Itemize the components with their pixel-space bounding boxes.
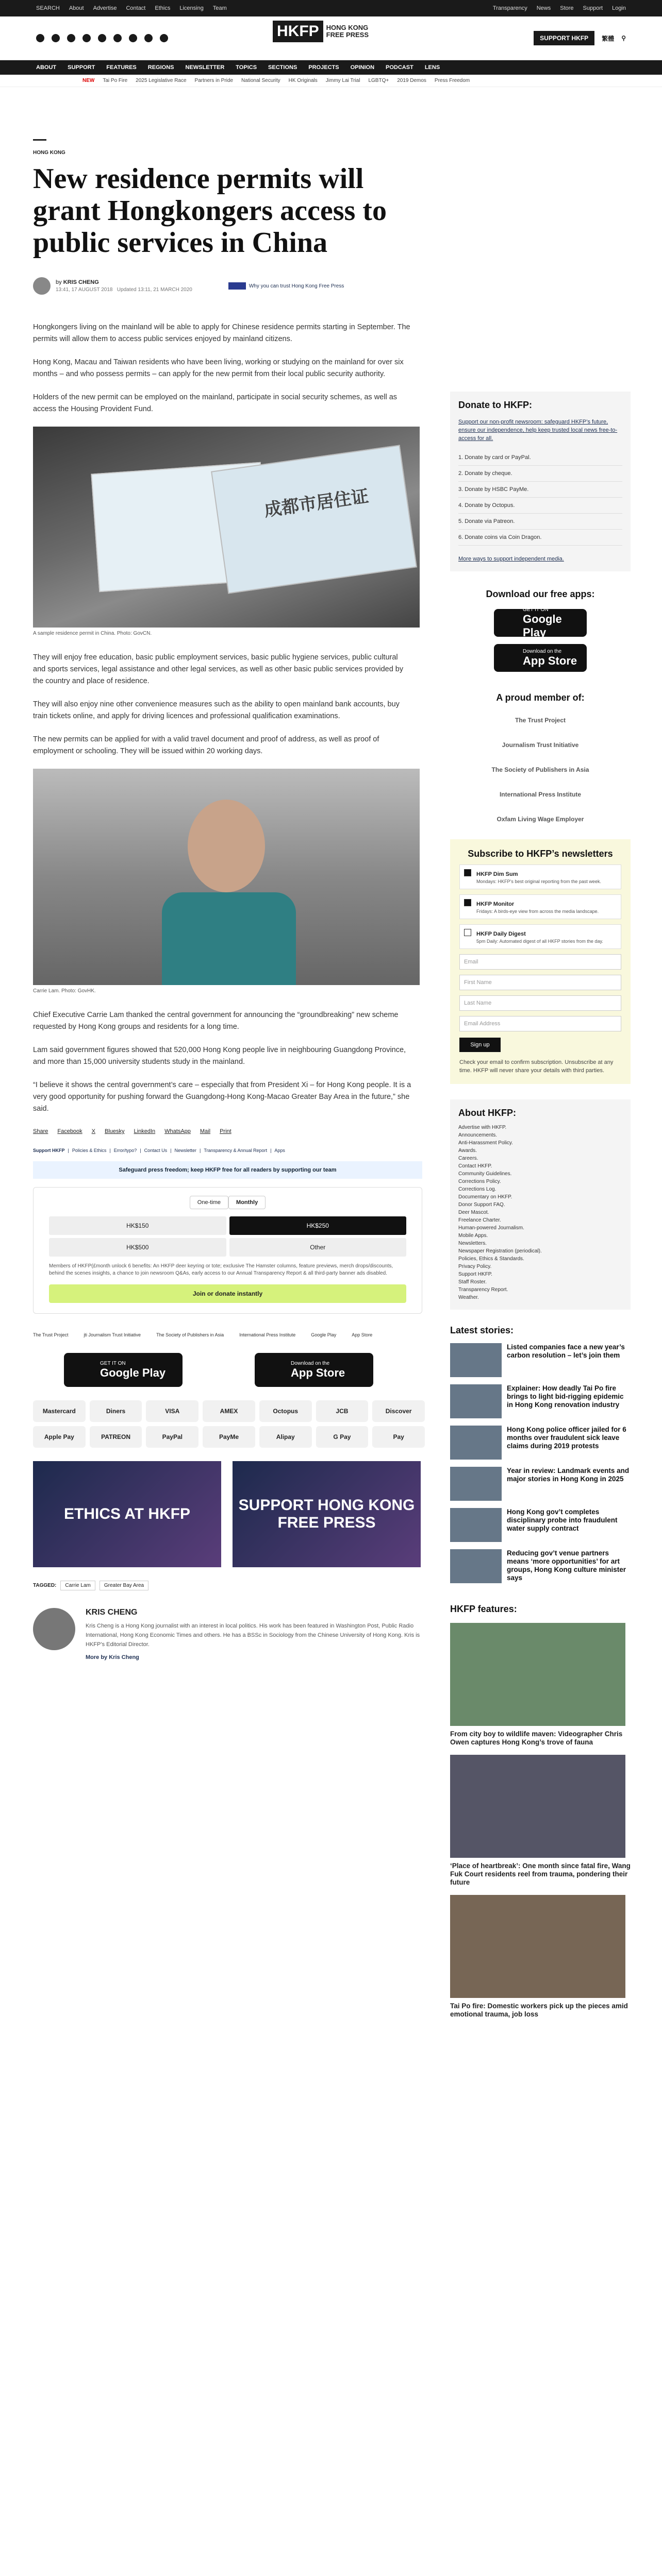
- tag[interactable]: Greater Bay Area: [100, 1581, 148, 1590]
- telegram-icon[interactable]: [160, 34, 168, 42]
- amex-icon: AMEX: [203, 1400, 255, 1422]
- byline: [33, 277, 422, 295]
- email-field[interactable]: Email: [459, 954, 621, 970]
- about-link[interactable]: Mobile Apps.: [458, 1233, 488, 1239]
- about-link[interactable]: Announcements.: [458, 1132, 498, 1138]
- story-item[interactable]: [450, 1426, 631, 1460]
- donate-text[interactable]: Support our non-profit newsroom: safeguard HKFP’s future, ensure our independence, help keep trusted local news free-to-access for all.: [458, 419, 618, 442]
- logo-name-line1: HONG KONG: [326, 24, 369, 31]
- member-title: A proud member of:: [496, 692, 585, 703]
- about-link[interactable]: Community Guidelines.: [458, 1171, 512, 1177]
- x-icon[interactable]: [52, 34, 60, 42]
- youtube-icon[interactable]: [82, 34, 91, 42]
- jcb-icon: JCB: [316, 1400, 369, 1422]
- share-facebook[interactable]: Facebook: [57, 1128, 82, 1134]
- share-label[interactable]: Share: [33, 1128, 48, 1134]
- sidebar: [450, 392, 631, 2019]
- sidebar-app-badges: [450, 606, 631, 672]
- story-item[interactable]: [450, 1384, 631, 1418]
- join-button[interactable]: Join or donate instantly: [49, 1284, 406, 1303]
- topbar-link[interactable]: Advertise: [93, 5, 117, 11]
- newsletter-option[interactable]: [459, 924, 621, 949]
- trending-link[interactable]: 2019 Demos: [397, 78, 426, 83]
- ethics-banner[interactable]: ETHICS AT HKFP: [33, 1461, 221, 1567]
- more-ways-link[interactable]: More ways to support independent media.: [458, 556, 564, 562]
- article: [33, 139, 422, 1660]
- permit-card-front: [211, 445, 417, 594]
- apple-pay-icon: Apple Pay: [33, 1426, 86, 1448]
- amount-option[interactable]: Other: [229, 1238, 407, 1257]
- paragraph: Chief Executive Carrie Lam thanked the central government for announcing the “groundbreaking” new scheme requested by Hong Kong groups and residents for a long time.: [33, 1011, 399, 1031]
- about-link[interactable]: Deer Mascot.: [458, 1210, 489, 1215]
- about-link[interactable]: Newspaper Registration (periodical).: [458, 1248, 542, 1254]
- paragraph: Hong Kong, Macau and Taiwan residents who have been living, working or studying on the mainland for over six months – and who possess permits – can apply for the new permit from their local public security authority.: [33, 358, 404, 378]
- about-link[interactable]: Donor Support FAQ.: [458, 1202, 505, 1208]
- amount-options: [49, 1216, 406, 1257]
- topbar-link[interactable]: Store: [560, 5, 574, 11]
- spa-logo[interactable]: The Society of Publishers in Asia: [156, 1332, 224, 1337]
- trending-link[interactable]: Jimmy Lai Trial: [325, 78, 360, 83]
- newsletter-signup: [450, 839, 631, 1084]
- share-linkedin[interactable]: LinkedIn: [134, 1128, 156, 1134]
- newsletter-name: HKFP Daily Digest: [476, 931, 526, 937]
- about-link[interactable]: Weather.: [458, 1295, 479, 1300]
- permit-card-text: 成都市居住证: [262, 486, 370, 521]
- donate-option[interactable]: 5. Donate via Patreon.: [458, 514, 622, 530]
- story-item[interactable]: [450, 1508, 631, 1542]
- photo-caption: Carrie Lam. Photo: GovHK.: [33, 988, 96, 994]
- about-link[interactable]: Awards.: [458, 1148, 477, 1154]
- jti-logo[interactable]: jti Journalism Trust Initiative: [84, 1332, 141, 1337]
- support-banner-image[interactable]: SUPPORT HONG KONG FREE PRESS: [233, 1461, 421, 1567]
- article-category[interactable]: HONG KONG: [33, 150, 65, 156]
- nav-item[interactable]: LENS: [424, 64, 440, 71]
- article-title: New residence permits will grant Hongkongers access to public services in China: [33, 163, 387, 259]
- paragraph: They will also enjoy nine other convenience measures such as the ability to open mainland bank accounts, buy train tickets online, and apply for driving licences and professional qualification examinations.: [33, 700, 400, 720]
- author-name[interactable]: KRIS CHENG: [86, 1608, 138, 1617]
- linkedin-icon[interactable]: [98, 34, 106, 42]
- donate-option[interactable]: 3. Donate by HSBC PayMe.: [458, 482, 622, 498]
- newsletter-desc: Fridays: A birds-eye view from across the media landscape.: [476, 909, 599, 914]
- feature-image[interactable]: [450, 1623, 625, 1726]
- nav-item[interactable]: PODCAST: [386, 64, 413, 71]
- paragraph: “I believe it shows the central government’s care – especially that from President Xi – for Hong Kong people. It is a very good opportunity for pushing forward the Guangdong-Hong Kong-Macao Greater Bay Area in the future,” she said.: [33, 1081, 411, 1113]
- story-thumbnail: [450, 1549, 502, 1583]
- apps-title: Download our free apps:: [486, 589, 595, 599]
- about-link[interactable]: Policies, Ethics & Standards.: [458, 1256, 524, 1262]
- google-play-button[interactable]: [494, 606, 587, 639]
- paragraph: Holders of the new permit can be employed on the mainland, participate in social security schemes, as well as access the Housing Provident Fund.: [33, 393, 398, 413]
- author-box: [33, 1608, 422, 1660]
- footer-link[interactable]: Transparency & Annual Report: [204, 1148, 268, 1153]
- donate-option[interactable]: 6. Donate coins via Coin Dragon.: [458, 530, 622, 546]
- story-headline[interactable]: Hong Kong police officer jailed for 6 months over fraudulent sick leave claims during 2019 protests: [507, 1426, 626, 1450]
- about-link[interactable]: Staff Roster.: [458, 1279, 487, 1285]
- amount-option[interactable]: HK$150: [49, 1216, 226, 1235]
- gp-label: Google Play: [100, 1366, 166, 1379]
- topbar-link[interactable]: Contact: [126, 5, 146, 11]
- nav-item[interactable]: SECTIONS: [268, 64, 297, 71]
- footer-link[interactable]: Error/typo?: [113, 1148, 137, 1153]
- topbar-link[interactable]: Login: [612, 5, 626, 11]
- newsletter-name: HKFP Monitor: [476, 901, 515, 907]
- feature-headline[interactable]: From city boy to wildlife maven: Videographer Chris Owen captures Hong Kong’s trove of fauna: [450, 1730, 623, 1746]
- payment-methods: [33, 1400, 425, 1448]
- story-headline[interactable]: Hong Kong gov’t completes disciplinary probe into fraudulent water supply contract: [507, 1508, 618, 1532]
- updated-date: Updated 13:11, 21 MARCH 2020: [117, 287, 192, 293]
- partner-logos: [33, 1332, 422, 1337]
- trending-bar: [0, 75, 662, 87]
- trust-project-logo[interactable]: The Trust Project: [515, 717, 566, 724]
- residence-permit-photo[interactable]: [33, 427, 420, 628]
- diners-icon: Diners: [90, 1400, 142, 1422]
- as-label: App Store: [291, 1366, 345, 1379]
- author-bio: Kris Cheng is a Hong Kong journalist with an interest in local politics. His work has been featured in Washington Post, Public Radio International, Hong Kong Economic Times and others. He has a BSSc in Sociology from the Chinese University of Hong Kong. Kris is HKFP’s Editorial Director.: [86, 1623, 420, 1648]
- author-photo[interactable]: [33, 1608, 75, 1650]
- donate-option[interactable]: 1. Donate by card or PayPal.: [458, 450, 622, 466]
- about-link[interactable]: Advertise with HKFP.: [458, 1125, 507, 1130]
- feature-image[interactable]: [450, 1755, 625, 1858]
- google-pay-icon: G Pay: [316, 1426, 369, 1448]
- pay-icon: Pay: [372, 1426, 425, 1448]
- ipi-logo[interactable]: International Press Institute: [499, 791, 582, 798]
- app-badges: [33, 1353, 422, 1387]
- trending-link[interactable]: Partners in Pride: [194, 78, 234, 83]
- gp-small: GET IT ON: [523, 606, 549, 613]
- about-link[interactable]: Anti-Harassment Policy.: [458, 1140, 513, 1146]
- donate-option[interactable]: 2. Donate by cheque.: [458, 466, 622, 482]
- more-by-author-link[interactable]: More by Kris Cheng: [86, 1654, 139, 1660]
- feature-headline[interactable]: Tai Po fire: Domestic workers pick up the pieces amid emotional trauma, job loss: [450, 2002, 628, 2018]
- trending-link[interactable]: HK Originals: [288, 78, 318, 83]
- last-name-field[interactable]: Last Name: [459, 995, 621, 1011]
- amount-option[interactable]: HK$500: [49, 1238, 226, 1257]
- frequency-toggle: [49, 1196, 406, 1209]
- donate-option[interactable]: 4. Donate by Octopus.: [458, 498, 622, 514]
- trust-project-logo[interactable]: The Trust Project: [33, 1332, 69, 1337]
- carrie-lam-photo[interactable]: [33, 769, 420, 985]
- story-headline[interactable]: Year in review: Landmark events and major stories in Hong Kong in 2025: [507, 1467, 630, 1483]
- tag[interactable]: Carrie Lam: [60, 1581, 95, 1590]
- feature-image[interactable]: [450, 1895, 625, 1998]
- jti-logo[interactable]: Journalism Trust Initiative: [502, 741, 579, 749]
- new-badge: NEW: [82, 78, 95, 83]
- about-link[interactable]: Support HKFP.: [458, 1272, 492, 1277]
- about-link[interactable]: Human-powered Journalism.: [458, 1225, 524, 1231]
- threads-icon[interactable]: [113, 34, 122, 42]
- features-title: HKFP features:: [450, 1604, 517, 1614]
- about-link[interactable]: Privacy Policy.: [458, 1264, 492, 1269]
- language-switch[interactable]: 繁體: [602, 35, 615, 42]
- donate-options: [458, 450, 622, 546]
- whatsapp-icon[interactable]: [144, 34, 153, 42]
- story-headline[interactable]: Explainer: How deadly Tai Po fire brings to light bid-rigging epidemic in Hong Kong renovation industry: [507, 1384, 624, 1409]
- story-thumbnail: [450, 1508, 502, 1542]
- paragraph: The new permits can be applied for with a valid travel document and proof of address, as well as proof of employment or schooling. They will be issued within 20 working days.: [33, 735, 379, 755]
- newsletter-title: Subscribe to HKFP’s newsletters: [468, 849, 613, 859]
- kicker-rule: [33, 139, 46, 141]
- nav-item[interactable]: ABOUT: [36, 64, 57, 71]
- main-nav: [0, 60, 662, 75]
- story-item[interactable]: [450, 1467, 631, 1501]
- about-links: [458, 1124, 622, 1301]
- bluesky-icon[interactable]: [129, 34, 137, 42]
- trending-link[interactable]: LGBTQ+: [368, 78, 389, 83]
- gp-label: Google Play: [523, 612, 562, 639]
- about-box: [450, 1099, 631, 1310]
- alipay-icon: Alipay: [259, 1426, 312, 1448]
- photo-caption: A sample residence permit in China. Photo: GovCN.: [33, 631, 152, 636]
- checkbox-checked[interactable]: [464, 899, 471, 906]
- share-bar: [33, 1128, 422, 1139]
- paypal-icon: PayPal: [146, 1426, 198, 1448]
- trending-link[interactable]: National Security: [241, 78, 280, 83]
- about-link[interactable]: Corrections Policy.: [458, 1179, 501, 1184]
- gp-small: GET IT ON: [100, 1360, 126, 1366]
- facebook-icon[interactable]: [36, 34, 44, 42]
- share-mail[interactable]: Mail: [200, 1128, 211, 1134]
- footer-link[interactable]: Support HKFP: [33, 1148, 65, 1153]
- story-headline[interactable]: Reducing gov’t venue partners means ‘more opportunities’ for art groups, Hong Kong culture minister says: [507, 1549, 626, 1582]
- about-title: About HKFP:: [458, 1108, 516, 1118]
- footer-link[interactable]: Contact Us: [144, 1148, 168, 1153]
- instagram-icon[interactable]: [67, 34, 75, 42]
- story-thumbnail: [450, 1384, 502, 1418]
- footer-link[interactable]: Apps: [274, 1148, 285, 1153]
- google-play-button[interactable]: [64, 1353, 183, 1387]
- tagged-label: TAGGED:: [33, 1583, 57, 1588]
- paragraph: Lam said government figures showed that 520,000 Hong Kong people live in neighbouring Guangdong Province, and more than 15,000 university students study in the mainland.: [33, 1046, 406, 1066]
- newsletter-note: Check your email to confirm subscription. Unsubscribe at any time. HKFP will never share your details with third parties.: [459, 1059, 614, 1074]
- paragraph: They will enjoy free education, basic public employment services, basic public hygiene services, public cultural and sports services, legal assistance and other legal services, as well as other basic public services provided by the country and place of residence.: [33, 653, 404, 685]
- story-thumbnail: [450, 1343, 502, 1377]
- as-small: Download on the: [523, 648, 562, 654]
- topbar-link[interactable]: News: [536, 5, 551, 11]
- about-link[interactable]: Newsletters.: [458, 1241, 487, 1246]
- top-utility-bar: [0, 0, 662, 16]
- feature-headline[interactable]: ‘Place of heartbreak’: One month since fatal fire, Wang Fuk Court residents reel from trauma, pondering their future: [450, 1862, 631, 1886]
- share-whatsapp[interactable]: WhatsApp: [164, 1128, 191, 1134]
- signup-button[interactable]: Sign up: [459, 1038, 501, 1052]
- donate-box: [450, 392, 631, 571]
- trust-link[interactable]: [228, 282, 344, 290]
- first-name-field[interactable]: First Name: [459, 975, 621, 990]
- share-x[interactable]: X: [91, 1128, 96, 1134]
- about-link[interactable]: Transparency Report.: [458, 1287, 508, 1293]
- features-list: [450, 1623, 631, 2019]
- topbar-link[interactable]: About: [69, 5, 84, 11]
- checkbox-checked[interactable]: [464, 869, 471, 876]
- footer-link[interactable]: Policies & Ethics: [72, 1148, 107, 1153]
- latest-stories: [450, 1343, 631, 1583]
- discover-icon: Discover: [372, 1400, 425, 1422]
- payme-icon: PayMe: [203, 1426, 255, 1448]
- topbar-link[interactable]: Ethics: [155, 5, 171, 11]
- search-icon[interactable]: ⚲: [621, 35, 626, 42]
- nav-item[interactable]: REGIONS: [147, 64, 174, 71]
- tags: [33, 1581, 422, 1590]
- patreon-icon: PATREON: [90, 1426, 142, 1448]
- story-headline[interactable]: Listed companies face a new year’s carbon resolution – let’s join them: [507, 1343, 625, 1359]
- visa-icon: VISA: [146, 1400, 198, 1422]
- promo-banners: [33, 1461, 422, 1567]
- story-item[interactable]: [450, 1549, 631, 1583]
- member-logos: [450, 717, 631, 823]
- trust-link-label: Why you can trust Hong Kong Free Press: [249, 283, 344, 289]
- oxfam-logo[interactable]: Oxfam Living Wage Employer: [496, 816, 584, 823]
- newsletter-option[interactable]: [459, 894, 621, 919]
- logo-name-line2: FREE PRESS: [326, 31, 369, 39]
- social-icons: [36, 34, 168, 42]
- newsletter-desc: 5pm Daily: Automated digest of all HKFP stories from the day.: [476, 939, 603, 944]
- topbar-link[interactable]: Transparency: [492, 5, 527, 11]
- topbar-link[interactable]: Support: [583, 5, 603, 11]
- app-store-button[interactable]: [255, 1353, 373, 1387]
- nav-item[interactable]: SUPPORT: [68, 64, 95, 71]
- trending-link[interactable]: Tai Po Fire: [103, 78, 128, 83]
- footer-links: Support HKFP | Policies & Ethics | Error/typo? | Contact Us | Newsletter | Transparency & Annual Report | Apps: [33, 1148, 285, 1153]
- about-link[interactable]: Careers.: [458, 1156, 478, 1161]
- nav-item[interactable]: NEWSLETTER: [185, 64, 225, 71]
- about-link[interactable]: Corrections Log.: [458, 1187, 496, 1192]
- photo-figure-body: [162, 892, 296, 985]
- about-link[interactable]: Documentary on HKFP.: [458, 1194, 512, 1200]
- author-avatar[interactable]: [33, 277, 51, 295]
- nav-item[interactable]: PROJECTS: [308, 64, 339, 71]
- app-store-button[interactable]: [494, 644, 587, 672]
- trending-link[interactable]: Press Freedom: [434, 78, 470, 83]
- support-hkfp-button[interactable]: SUPPORT HKFP: [534, 31, 594, 45]
- as-small: Download on the: [291, 1360, 330, 1366]
- topbar-link[interactable]: Team: [212, 5, 227, 11]
- logo-mark: HKFP: [273, 21, 323, 42]
- paragraph: Hongkongers living on the mainland will be able to apply for Chinese residence permits starting in September. The permits will allow them to access public services enjoyed by mainland citizens.: [33, 323, 410, 343]
- google-play-mini[interactable]: Google Play: [311, 1332, 337, 1337]
- trending-link[interactable]: 2025 Legislative Race: [136, 78, 187, 83]
- story-thumbnail: [450, 1426, 502, 1460]
- monthly-tab[interactable]: Monthly: [228, 1196, 266, 1209]
- spa-logo[interactable]: The Society of Publishers in Asia: [491, 766, 589, 773]
- share-print[interactable]: Print: [220, 1128, 231, 1134]
- about-link[interactable]: Freelance Charter.: [458, 1217, 501, 1223]
- newsletter-option[interactable]: [459, 865, 621, 889]
- ipi-logo[interactable]: International Press Institute: [239, 1332, 296, 1337]
- checkbox-unchecked[interactable]: [464, 929, 471, 936]
- membership-note: Members of HKFP(£month unlock 6 benefits: An HKFP deer keyring or tote; exclusive The Hamster columns, feature previews, merch drops/discounts, behind the scenes insights, a chance to join newsroom Q&As, early access to our Annual Transparency Report & all third-party banner ads disabled.: [49, 1263, 393, 1276]
- donation-widget: [33, 1187, 422, 1314]
- email-address-field[interactable]: Email Address: [459, 1016, 621, 1031]
- latest-title: Latest stories:: [450, 1325, 514, 1335]
- newsletter-desc: Mondays: HKFP’s best original reporting from the past week.: [476, 879, 601, 884]
- byline-by: by: [56, 279, 62, 285]
- mastercard-icon: Mastercard: [33, 1400, 86, 1422]
- story-thumbnail: [450, 1467, 502, 1501]
- nav-item[interactable]: FEATURES: [106, 64, 137, 71]
- site-logo[interactable]: [273, 21, 369, 42]
- amount-option-selected[interactable]: HK$250: [229, 1216, 407, 1235]
- nav-item[interactable]: OPINION: [350, 64, 375, 71]
- trust-badge-icon: [228, 282, 246, 290]
- topbar-link[interactable]: Licensing: [179, 5, 204, 11]
- newsletter-name: HKFP Dim Sum: [476, 871, 518, 877]
- footer-link[interactable]: Newsletter: [174, 1148, 196, 1153]
- topbar-link[interactable]: SEARCH: [36, 5, 60, 11]
- as-label: App Store: [523, 654, 577, 667]
- share-bluesky[interactable]: Bluesky: [105, 1128, 125, 1134]
- support-banner[interactable]: Safeguard press freedom; keep HKFP free for all readers by supporting our team: [33, 1161, 422, 1179]
- nav-item[interactable]: TOPICS: [236, 64, 257, 71]
- photo-figure-face: [188, 800, 265, 892]
- one-time-tab[interactable]: One-time: [190, 1196, 228, 1209]
- story-item[interactable]: [450, 1343, 631, 1377]
- octopus-icon: Octopus: [259, 1400, 312, 1422]
- about-link[interactable]: Contact HKFP.: [458, 1163, 492, 1169]
- donate-title: Donate to HKFP:: [458, 400, 532, 410]
- publish-date: 13:41, 17 AUGUST 2018: [56, 287, 113, 293]
- author-link[interactable]: KRIS CHENG: [63, 279, 99, 285]
- app-store-mini[interactable]: App Store: [352, 1332, 373, 1337]
